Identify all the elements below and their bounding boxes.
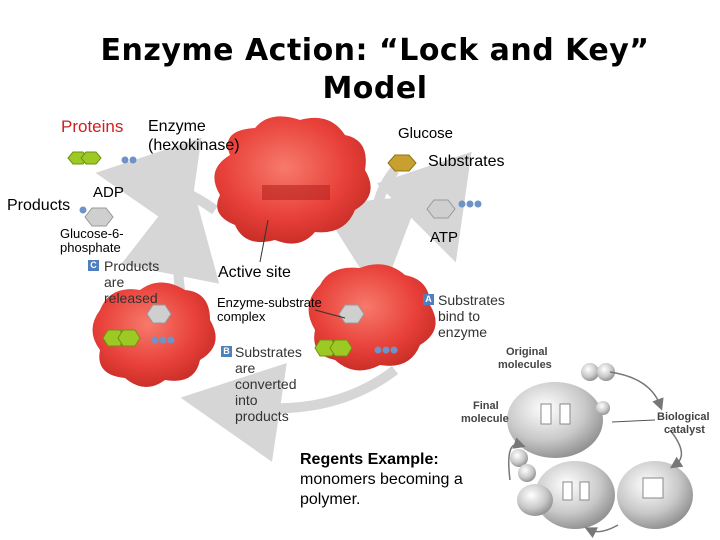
es-complex-label-1: Enzyme-substrate [217,295,322,310]
atp-molecule [427,200,482,218]
products-label: Products [7,197,71,214]
regents-line: monomers becoming a [300,471,463,488]
title-line-1: Enzyme Action: “Lock and Key” [100,33,650,68]
final-molecule-label-1: Final [473,400,499,412]
regents-example-text [300,450,463,510]
step-c-text: Products are released [104,258,160,306]
catalyst-cycle [507,363,693,532]
glucose-6-phosphate-molecule [80,207,114,227]
step-b [221,344,302,424]
enzyme-right [309,264,436,370]
biological-catalyst-label-1: Biological [657,411,710,423]
active-site-label: Active site [218,264,291,281]
adp-label: ADP [93,184,124,201]
step-b-badge: B [221,346,232,357]
final-molecule-label-2: molecule [461,413,509,425]
enzyme-top [214,116,370,243]
cycle-arrow-top-right [374,170,395,250]
es-complex-label-2: complex [217,309,266,324]
hexokinase-label: (hexokinase) [148,137,240,154]
proteins-label: Proteins [61,117,124,136]
cycle-arrow-top-left [145,180,215,210]
biological-catalyst-label-2: catalyst [664,424,705,436]
original-molecules-label-1: Original [506,346,548,358]
adp-molecule [68,152,137,164]
substrates-label: Substrates [428,153,505,170]
enzyme-label: Enzyme [148,118,206,135]
glucose-6-phosphate-label-2: phosphate [60,240,121,255]
glucose-label: Glucose [398,125,454,142]
glucose-6-phosphate-label-1: Glucose-6- [60,226,124,241]
cycle-arrow-left [178,225,181,290]
original-molecules-label-2: molecules [498,359,552,371]
step-a-text: Substrates bind to enzyme [438,292,505,340]
step-a [423,292,505,340]
step-a-badge: A [423,294,434,305]
step-c-badge: C [88,260,99,271]
atp-label: ATP [430,229,459,246]
regents-heading: Regents Example: [300,451,439,468]
title-line-2: Model [322,71,428,106]
step-c [88,258,160,306]
regents-line: polymer. [300,491,361,508]
step-b-text: Substrates are converted into products [235,344,302,424]
